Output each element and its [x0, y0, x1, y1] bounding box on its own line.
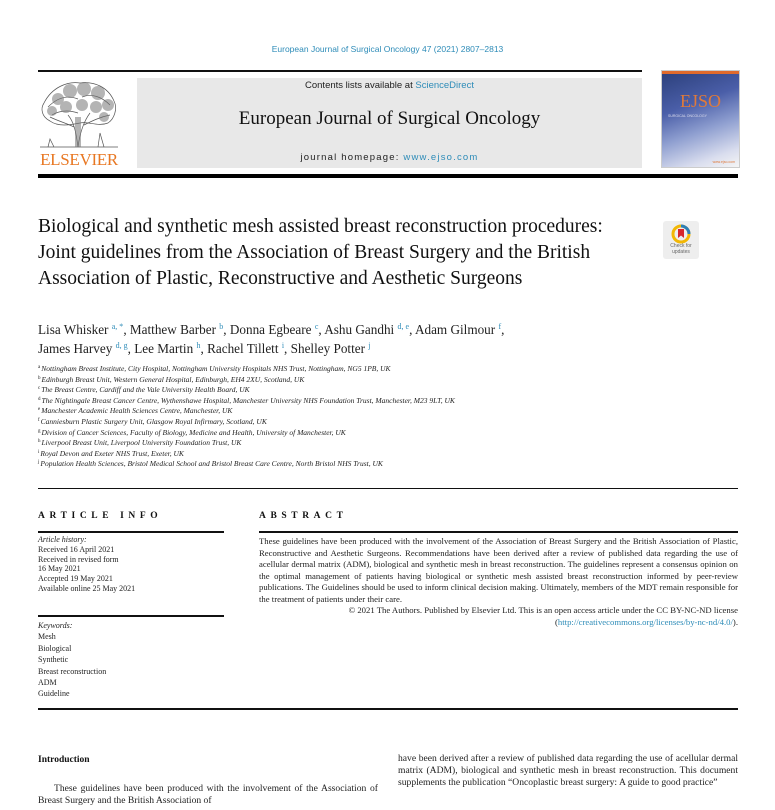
affiliation: [38, 375, 738, 386]
introduction-heading: Introduction: [38, 755, 90, 765]
copyright-end: ).: [732, 616, 738, 627]
author-name: Adam Gilmour: [414, 322, 496, 337]
affiliation-text: Canniesburn Plastic Surgery Unit, Glasgow Royal Infirmary, Scotland, UK: [40, 416, 267, 426]
history-item: 16 May 2021: [38, 564, 81, 574]
affiliation: [38, 459, 738, 470]
contents-prefix: Contents lists available at: [305, 80, 416, 91]
elsevier-wordmark: ELSEVIER: [40, 150, 118, 169]
affiliation-key: e: [38, 407, 41, 413]
history-item: Received 16 April 2021: [38, 544, 115, 554]
sciencedirect-link[interactable]: ScienceDirect: [415, 80, 474, 91]
history-item: Received in revised form: [38, 554, 119, 564]
homepage-prefix: journal homepage:: [300, 152, 404, 163]
affiliation-key: a: [38, 365, 41, 370]
author-separator: ,: [318, 322, 325, 337]
affiliation-key: b: [38, 375, 41, 381]
journal-banner: [137, 78, 642, 168]
keyword: Guideline: [38, 689, 70, 699]
introduction-left-column: These guidelines have been produced with the involvement of the Association of Breast Surgery and the British Association of: [38, 783, 378, 807]
affiliation-text: Population Health Sciences, Bristol Medical School and Bristol Breast Care Centre, North Bristol NHS Trust, UK: [40, 459, 383, 469]
abstract-rule: [259, 531, 738, 533]
keywords-rule: [38, 615, 224, 617]
author-separator: ,: [127, 341, 135, 356]
history-label: Article history:: [38, 535, 87, 544]
author-affiliation-ref[interactable]: b: [219, 322, 224, 331]
cover-subtitle: SURGICAL ONCOLOGY: [668, 114, 707, 118]
keyword: Mesh: [38, 632, 56, 642]
history-item: Accepted 19 May 2021: [38, 574, 113, 584]
author[interactable]: [291, 341, 371, 356]
affiliation-key: c: [38, 386, 41, 392]
affiliation: [38, 364, 738, 375]
header-thick-rule: [38, 174, 738, 178]
author-affiliation-ref[interactable]: f: [498, 322, 502, 331]
article-info-heading: ARTICLE INFO: [38, 511, 163, 521]
affiliation-text: Edinburgh Breast Unit, Western General Hospital, Edinburgh, EH4 2XU, Scotland, UK: [41, 374, 305, 384]
keyword: ADM: [38, 678, 57, 688]
author-affiliation-ref[interactable]: h: [196, 341, 201, 350]
author-separator: ,: [409, 322, 415, 337]
author[interactable]: [134, 341, 207, 356]
affiliation: [38, 396, 738, 407]
affiliation-key: f: [38, 417, 40, 423]
affiliation-text: Division of Cancer Sciences, Faculty of Biology, Medicine and Health, University of Manchester, UK: [41, 427, 346, 437]
cover-title: EJSO: [679, 91, 721, 111]
section-rule: [38, 488, 738, 489]
author[interactable]: [324, 322, 415, 337]
check-updates-icon: [671, 224, 691, 244]
journal-cover-image: [661, 70, 740, 168]
author-name: Rachel Tillett: [207, 341, 279, 356]
homepage-line: [137, 152, 642, 163]
author[interactable]: [230, 322, 324, 337]
affiliation-text: Nottingham Breast Institute, City Hospital, Nottingham University Hospitals NHS Trust, Nottingham, NG5 1PB, UK: [41, 364, 391, 373]
cover-band: [662, 71, 739, 74]
affiliation-key: g: [38, 428, 41, 434]
author-affiliation-ref[interactable]: a, *: [111, 322, 124, 331]
affiliation-list: [38, 364, 738, 470]
affiliation-key: d: [38, 396, 41, 402]
affiliation-key: j: [38, 460, 40, 466]
author-name: James Harvey: [38, 341, 113, 356]
keyword: Breast reconstruction: [38, 666, 107, 676]
author-affiliation-ref[interactable]: d, g: [115, 341, 128, 350]
copyright-text: © 2021 The Authors. Published by Elsevier Ltd. This is an open access article under the CC BY-NC-ND license (: [348, 605, 738, 627]
author-affiliation-ref[interactable]: c: [314, 322, 319, 331]
keywords-label: Keywords:: [38, 621, 73, 630]
author[interactable]: [130, 322, 230, 337]
keyword: Synthetic: [38, 655, 69, 665]
affiliation-text: Royal Devon and Exeter NHS Trust, Exeter, UK: [40, 448, 184, 458]
article-title: Biological and synthetic mesh assisted breast reconstruction procedures: Joint guidelines from the Association of Breast Surgery and the British Association of Plastic, Reconstructive and Aesthetic Surgeons: [38, 216, 603, 289]
author[interactable]: [207, 341, 291, 356]
author[interactable]: [38, 341, 134, 356]
journal-title: European Journal of Surgical Oncology: [238, 108, 541, 129]
affiliation: [38, 385, 738, 396]
affiliation-text: The Nightingale Breast Cancer Centre, Wythenshawe Hospital, Manchester University NHS Foundation Trust, Manchester, M23 9LT, UK: [41, 395, 455, 405]
author[interactable]: [415, 322, 504, 337]
check-updates-line1: Check for: [670, 243, 692, 249]
author-affiliation-ref[interactable]: i: [281, 341, 285, 350]
author-affiliation-ref[interactable]: d, e: [397, 322, 410, 331]
contents-line: [137, 80, 642, 91]
author-separator: ,: [284, 341, 291, 356]
abstract-end-rule: [38, 708, 738, 710]
check-for-updates-button[interactable]: [663, 221, 699, 259]
article-info-rule: [38, 531, 224, 533]
affiliation-text: Manchester Academic Health Sciences Centre, Manchester, UK: [41, 406, 233, 416]
author[interactable]: [38, 322, 130, 337]
author-name: Lisa Whisker: [38, 322, 109, 337]
affiliation-text: Liverpool Breast Unit, Liverpool University Foundation Trust, UK: [41, 438, 242, 448]
author-separator: ,: [223, 322, 230, 337]
author-list: [38, 320, 658, 358]
cover-url: www.ejso.com: [712, 160, 735, 164]
author-separator: ,: [200, 341, 208, 356]
affiliation: [38, 449, 738, 460]
copyright-notice: [259, 605, 738, 628]
journal-citation[interactable]: European Journal of Surgical Oncology 47 (2021) 2807–2813: [271, 44, 504, 54]
affiliation: [38, 406, 738, 417]
affiliation: [38, 438, 738, 449]
header-rule: [38, 70, 642, 72]
author-name: Shelley Potter: [290, 341, 365, 356]
author-separator: ,: [123, 322, 130, 337]
introduction-right-column: have been derived after a review of published data regarding the use of acellular dermal matrix (ADM), biological and synthetic mesh in breast reconstruction. This document supplements the publication “Oncoplastic breast surgery: A guide to good practice”: [398, 753, 738, 789]
author-separator: ,: [501, 322, 505, 337]
homepage-link[interactable]: www.ejso.com: [403, 152, 479, 163]
author-name: Donna Egbeare: [229, 322, 312, 337]
affiliation-text: The Breast Centre, Cardiff and the Vale University Health Board, UK: [41, 385, 250, 395]
author-name: Lee Martin: [134, 341, 194, 356]
abstract-body: [259, 536, 738, 628]
article-history: [38, 535, 228, 594]
author-name: Matthew Barber: [129, 322, 216, 337]
history-item: Available online 25 May 2021: [38, 583, 136, 593]
author-name: Ashu Gandhi: [324, 322, 395, 337]
abstract-text: These guidelines have been produced with the involvement of the Association of Breast Surgery and the British Association of Plastic, Reconstructive and Aesthetic Surgeons. Recommendations have been derived after a review of published data regarding the use of acellular dermal matrix (ADM), biological and synthetic mesh in breast reconstruction. The guidelines represent a consensus opinion on the optimal management of patients having biological or synthetic mesh assisted breast reconstruction informed by peer-review publications. The Guidelines should be used to inform clinical decision making. Ultimately, members of the MDT remain responsible for the treatment of patients under their care.: [259, 536, 738, 604]
check-updates-line2: updates: [672, 248, 690, 255]
abstract-heading: ABSTRACT: [259, 511, 348, 521]
affiliation: [38, 428, 738, 439]
keyword: Biological: [38, 643, 72, 653]
affiliation: [38, 417, 738, 428]
license-link[interactable]: http://creativecommons.org/licenses/by-nc-nd/4.0/: [557, 616, 733, 627]
author-affiliation-ref[interactable]: j: [368, 341, 371, 350]
affiliation-key: h: [38, 439, 41, 445]
affiliation-key: i: [38, 449, 40, 455]
keywords: [38, 620, 228, 700]
